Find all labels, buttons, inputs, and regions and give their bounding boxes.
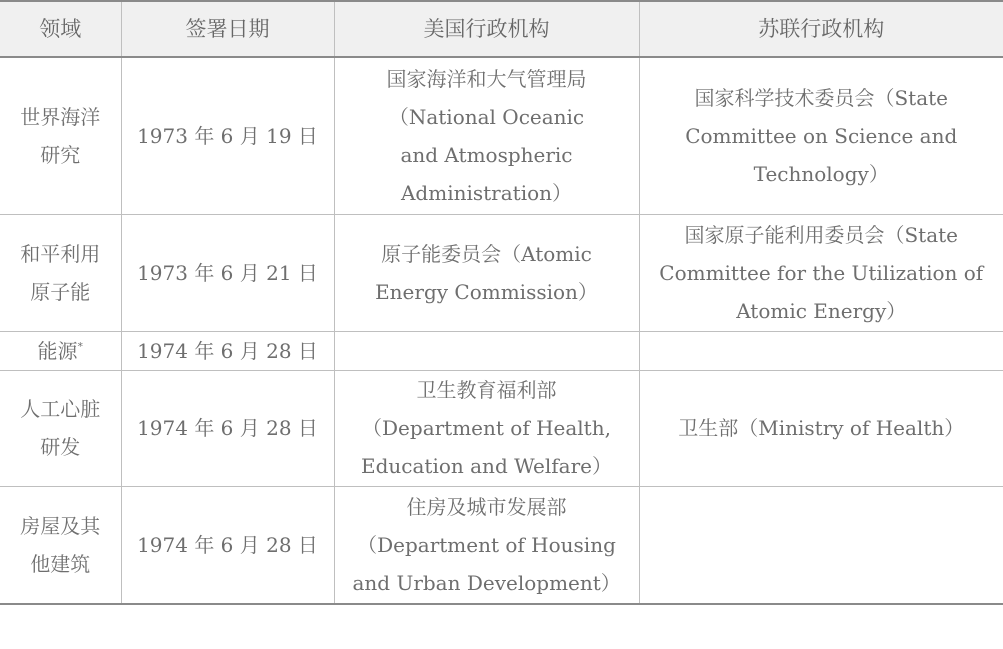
cell-date: 1974 年 6 月 28 日 [121, 486, 334, 604]
cell-date: 1973 年 6 月 21 日 [121, 214, 334, 331]
cell-date: 1974 年 6 月 28 日 [121, 370, 334, 486]
table-row [0, 214, 1003, 331]
ussr-agency-text: 国家科学技术委员会（State Committee on Science and Technology） [685, 85, 958, 186]
cell-us-agency [334, 486, 639, 604]
cell-ussr-agency [639, 214, 1003, 331]
field-text: 能源 [37, 338, 78, 363]
ussr-agency-text: 国家原子能利用委员会（State Committee for the Utilization of Atomic Energy） [659, 222, 984, 323]
cell-us-agency [334, 57, 639, 214]
footnote-marker: * [77, 339, 83, 353]
us-agency-text: 住房及城市发展部（Department of Housing and Urban Development） [352, 494, 621, 595]
us-agency-text: 原子能委员会（Atomic Energy Commission） [375, 241, 598, 304]
cell-ussr-agency [639, 370, 1003, 486]
header-us-agency: 美国行政机构 [334, 1, 639, 57]
cell-field [0, 331, 121, 370]
table-row [0, 331, 1003, 370]
field-text: 人工心脏研发 [20, 397, 101, 459]
us-agency-text: 卫生教育福利部（Department of Health, Education and Welfare） [361, 378, 612, 478]
header-date: 签署日期 [121, 1, 334, 57]
cell-ussr-agency [639, 331, 1003, 370]
cell-ussr-agency [639, 57, 1003, 214]
cell-field [0, 486, 121, 604]
cell-field [0, 370, 121, 486]
table-row [0, 57, 1003, 214]
field-text: 和平利用原子能 [20, 241, 101, 304]
cell-field [0, 214, 121, 331]
table-row [0, 370, 1003, 486]
cell-field [0, 57, 121, 214]
cell-us-agency [334, 331, 639, 370]
cell-date: 1973 年 6 月 19 日 [121, 57, 334, 214]
header-field: 领域 [0, 1, 121, 57]
us-agency-text: 国家海洋和大气管理局（National Oceanic and Atmospheric Administration） [386, 66, 587, 205]
table-row [0, 486, 1003, 604]
table-header-row [0, 1, 1003, 57]
ussr-agency-text: 卫生部（Ministry of Health） [678, 416, 965, 440]
cell-us-agency [334, 370, 639, 486]
cell-date: 1974 年 6 月 28 日 [121, 331, 334, 370]
field-text: 世界海洋研究 [20, 104, 101, 167]
header-ussr-agency: 苏联行政机构 [639, 1, 1003, 57]
field-text: 房屋及其他建筑 [20, 513, 101, 576]
cell-us-agency [334, 214, 639, 331]
cell-ussr-agency [639, 486, 1003, 604]
